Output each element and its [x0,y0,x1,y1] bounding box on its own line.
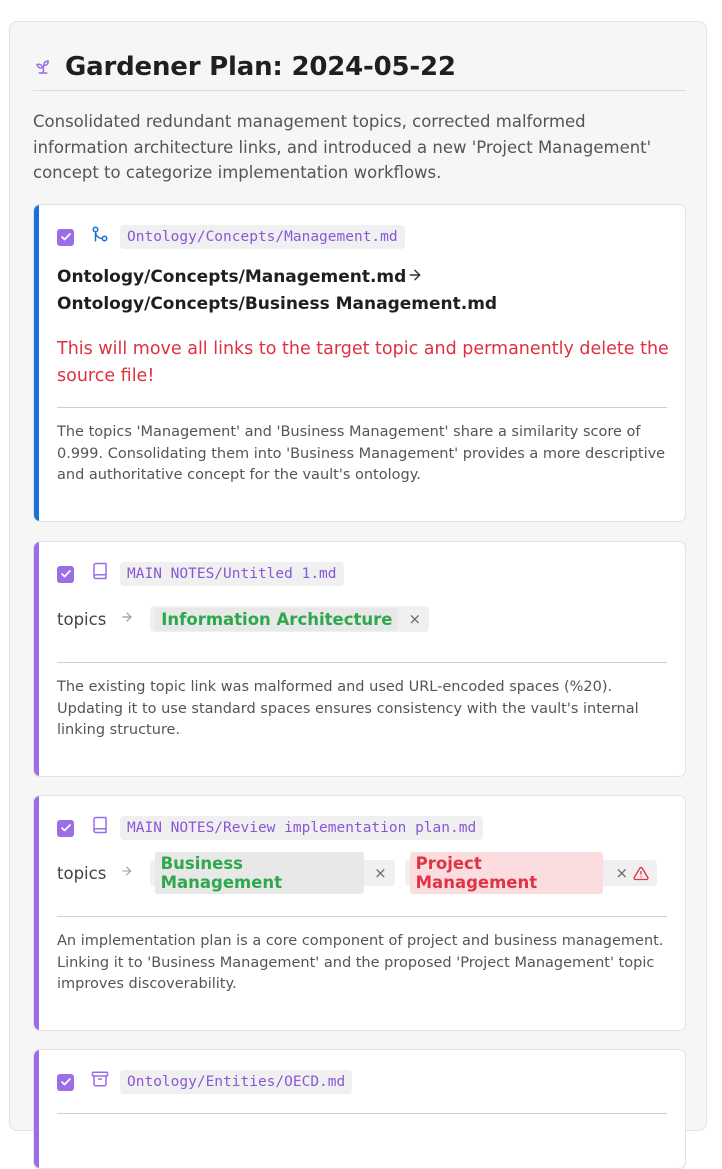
merge-warning: This will move all links to the target topic and permanently delete the source file! [57,339,669,386]
topic-chip [150,854,395,892]
divider [57,662,667,663]
gardener-plan-panel [9,21,707,1131]
merge-source[interactable]: Ontology/Concepts/Management.md [57,267,407,287]
card-accent-bar [34,1050,39,1168]
book-icon [91,816,109,834]
sprout-icon [34,58,52,76]
update-checkbox[interactable] [57,566,74,583]
git-merge-icon [91,225,109,243]
update-checkbox[interactable] [57,820,74,837]
archive-icon [91,1070,109,1088]
merge-target[interactable]: Ontology/Concepts/Business Management.md [57,294,498,314]
file-path[interactable]: Ontology/Entities/OECD.md [120,1070,352,1094]
topic-chip [150,606,429,632]
new-topic-chip [405,854,657,892]
card-accent-bar [34,796,39,1030]
arrow-right-icon [406,267,424,283]
divider [57,407,667,408]
file-path[interactable]: Ontology/Concepts/Management.md [120,225,405,249]
topic-link[interactable]: Information Architecture [155,608,398,631]
topics-label: topics [57,609,107,629]
plan-header [33,44,686,91]
update-reason: An implementation plan is a core component of project and business management. Linking it to 'Business Management' and the proposed 'Project Management' topic improves discoverability. [57,933,664,992]
merge-checkbox[interactable] [57,229,74,246]
update-card [33,541,686,777]
topics-row [57,854,667,892]
file-path[interactable]: MAIN NOTES/Untitled 1.md [120,562,344,586]
archive-card [33,1049,686,1169]
topics-row [57,606,439,632]
update-reason: The existing topic link was malformed and used URL-encoded spaces (%20). Updating it to use standard spaces ensures consistency with the vault's internal linking structure. [57,679,639,738]
merge-source-target [57,264,677,318]
archive-checkbox[interactable] [57,1074,74,1091]
topics-label: topics [57,863,107,883]
topic-link[interactable]: Business Management [155,852,364,894]
book-icon [91,562,109,580]
merge-card [33,204,686,522]
remove-topic-button[interactable]: × [615,864,629,882]
divider [57,916,667,917]
plan-summary: Consolidated redundant management topics, corrected malformed information architecture links, and introduced a new 'Project Management' concept to categorize implementation workflows. [33,112,652,182]
file-path[interactable]: MAIN NOTES/Review implementation plan.md [120,816,483,840]
card-accent-bar [34,542,39,776]
new-topic-link[interactable]: Project Management [410,852,604,894]
arrow-right-icon [120,864,133,878]
merge-reason: The topics 'Management' and 'Business Management' share a similarity score of 0.999. Consolidating them into 'Business Management' provides a more descriptive and authoritative concept for the vault's ontology. [57,424,666,483]
update-card [33,795,686,1031]
remove-topic-button[interactable]: × [408,610,422,628]
remove-topic-button[interactable]: × [374,864,387,882]
warning-triangle-icon [633,865,649,882]
plan-title: Gardener Plan: 2024-05-22 [65,52,456,82]
arrow-right-icon [120,610,134,624]
card-accent-bar [34,205,39,521]
